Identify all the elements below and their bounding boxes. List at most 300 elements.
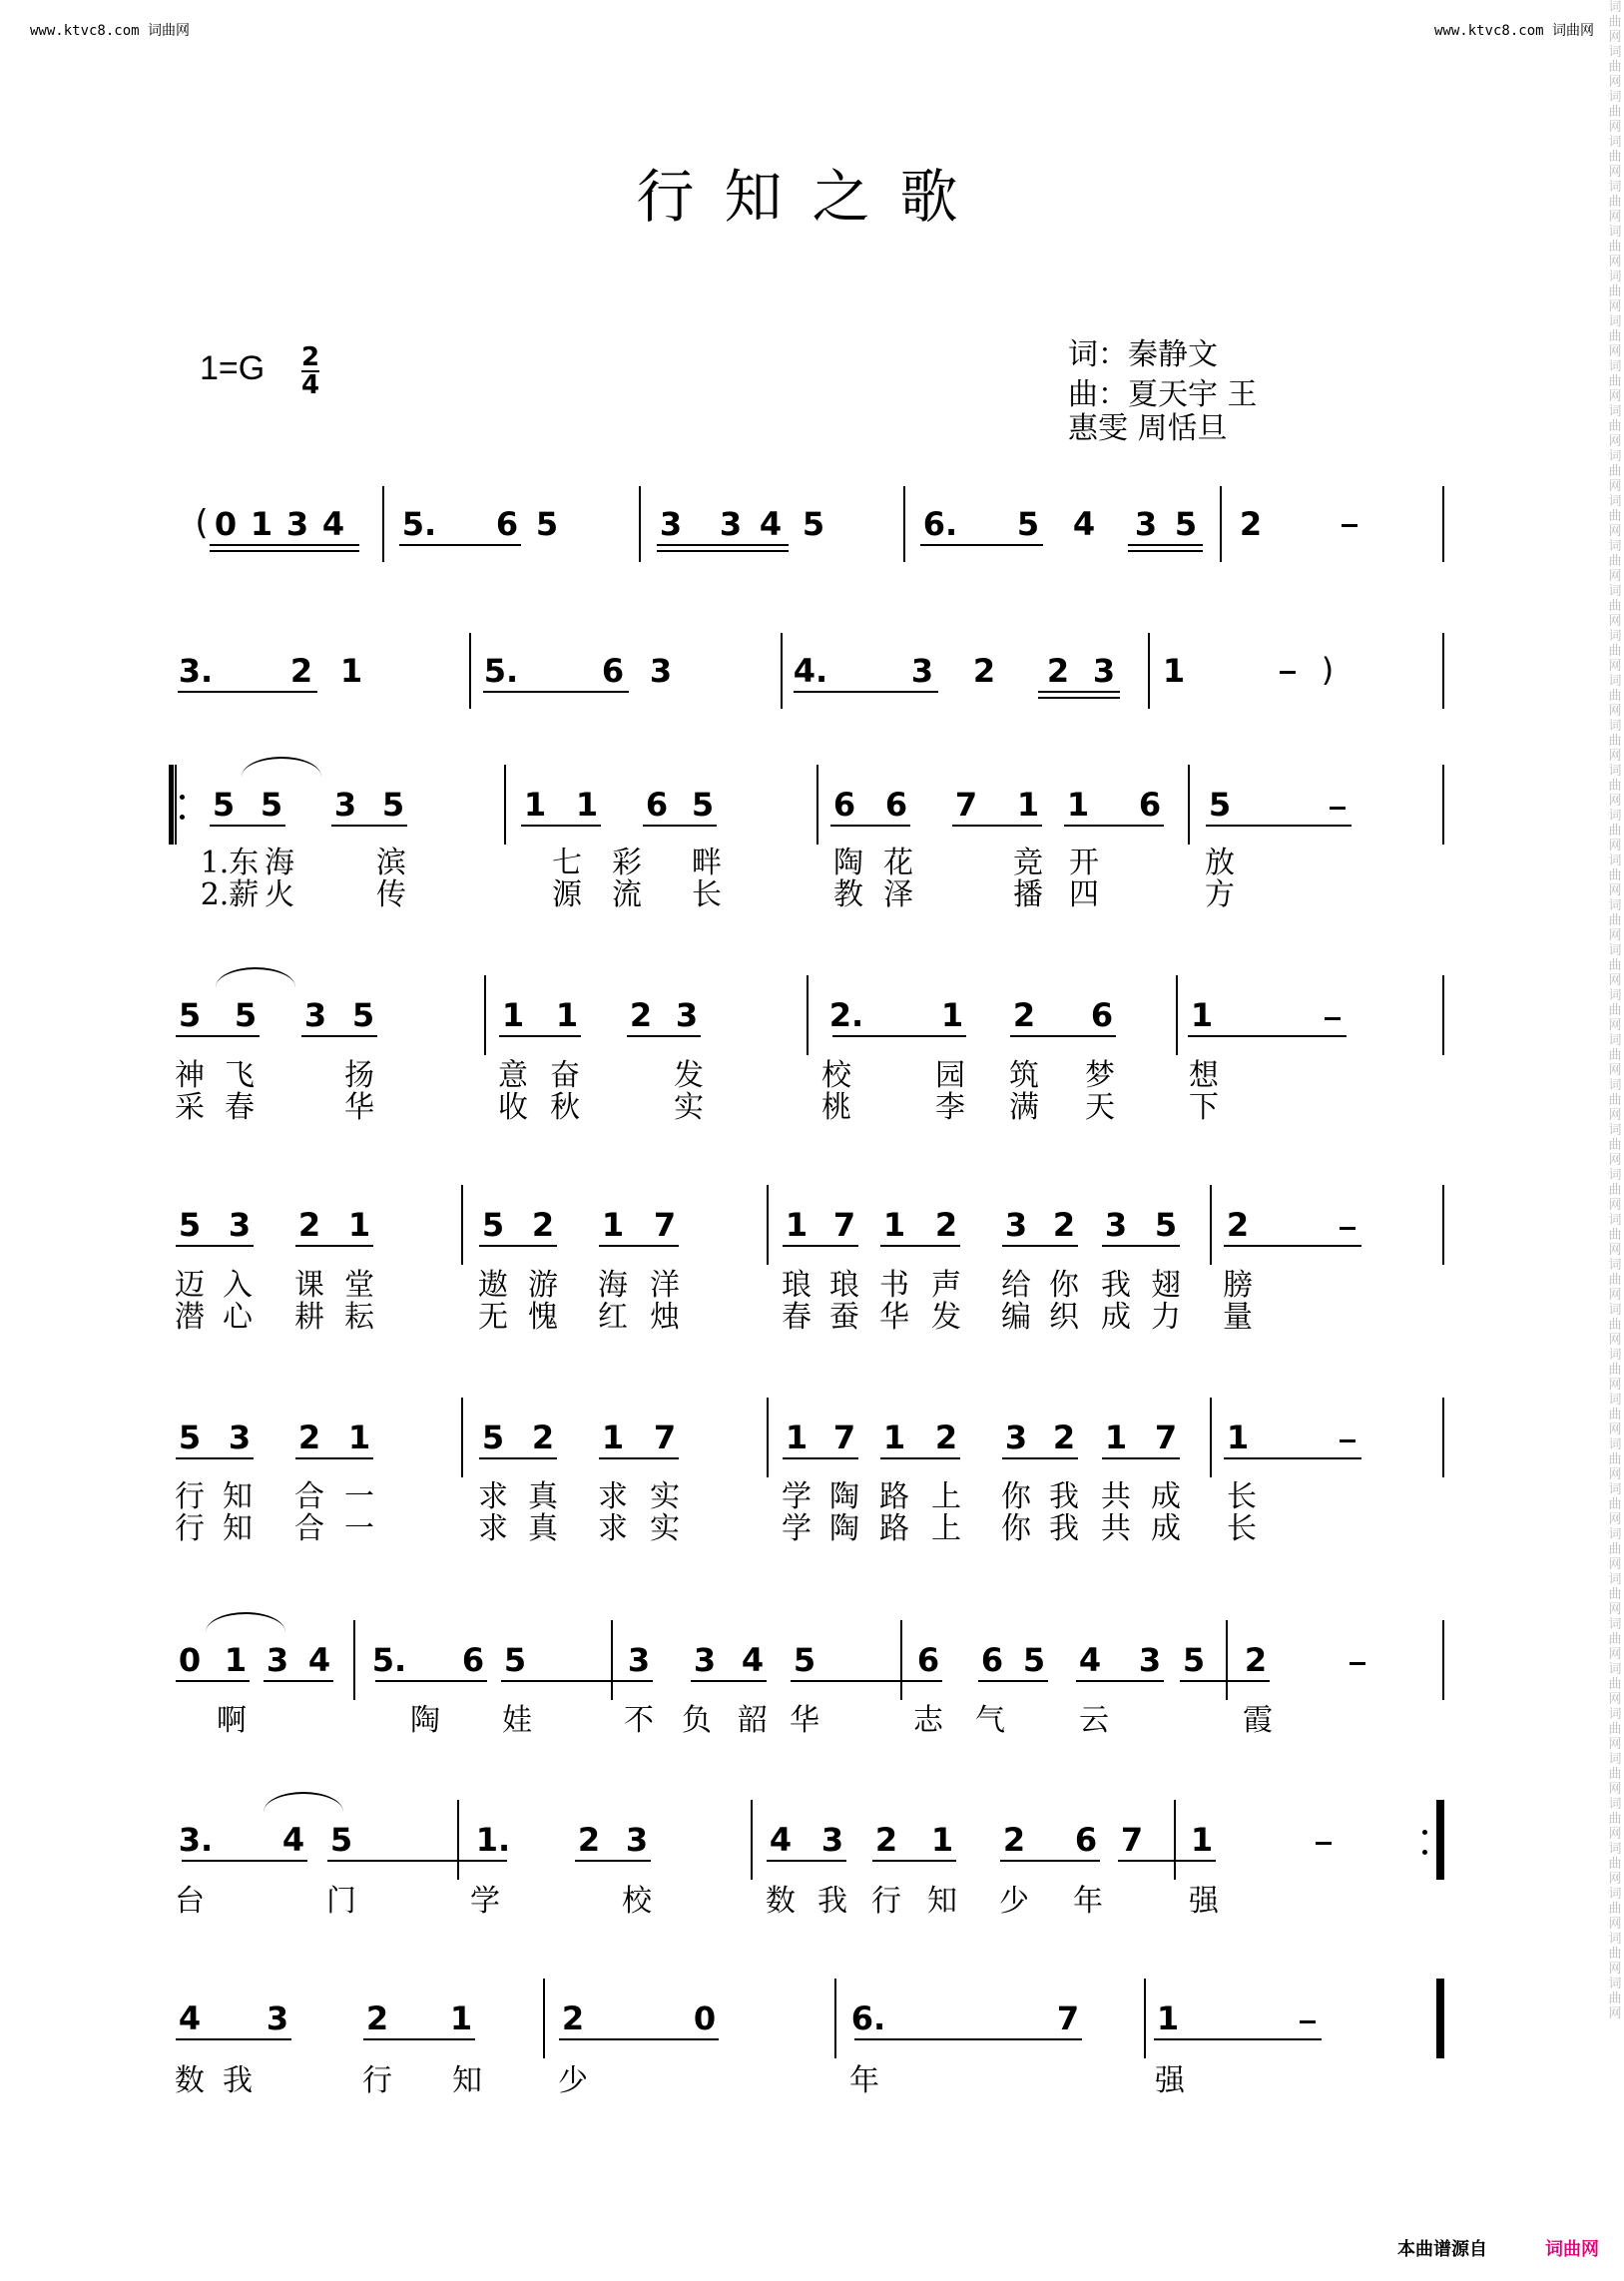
note: 3 [649, 652, 673, 690]
note: 5 [260, 786, 283, 824]
lyric: 想 [1189, 1058, 1219, 1093]
note: 3 [1004, 1419, 1028, 1456]
note: 3 [1092, 652, 1116, 690]
lyric: 泽 [883, 877, 913, 912]
barline [1442, 1979, 1444, 2058]
note: 2 [934, 1206, 958, 1244]
repeat-dot [1422, 1830, 1427, 1835]
note: 1 [785, 1206, 809, 1244]
barline [1442, 633, 1444, 709]
note: 4. [793, 652, 828, 690]
header-left[interactable]: www.ktvc8.com 词曲网 [30, 23, 191, 39]
note: 2 [1239, 505, 1263, 543]
lyric: 源 [552, 877, 582, 912]
underline [1076, 1680, 1164, 1682]
note: 1 [1016, 786, 1040, 824]
lyric: 无 [478, 1300, 508, 1335]
lyric: 园 [935, 1058, 965, 1093]
lyric: 开 [1069, 846, 1099, 880]
lyric: 少 [999, 1884, 1029, 1919]
lyric: 华 [344, 1090, 374, 1125]
dash [1316, 1842, 1332, 1845]
underline [499, 1035, 581, 1037]
lyric: 真 [528, 1479, 558, 1514]
note: 1 [555, 996, 579, 1034]
barline-thick [1436, 1979, 1442, 2058]
dash [1325, 1017, 1341, 1020]
underline [854, 2038, 1082, 2040]
dash [1342, 524, 1357, 527]
note: 1 [1190, 1821, 1214, 1859]
lyric: 琅 [782, 1268, 812, 1303]
barline [781, 633, 783, 709]
note: 5. [401, 505, 437, 543]
underline [210, 550, 359, 552]
underline [210, 544, 359, 546]
slur [216, 967, 295, 987]
note: 5. [483, 652, 519, 690]
barline [1188, 765, 1190, 845]
lyric: 真 [528, 1511, 558, 1546]
lyric: 陶 [833, 846, 863, 880]
note: 3 [910, 652, 934, 690]
underline [210, 825, 285, 827]
barline [639, 486, 641, 562]
lyric: 学 [782, 1479, 812, 1514]
note: 4 [1078, 1641, 1102, 1679]
lyric: 实 [650, 1479, 680, 1514]
dash [1280, 671, 1296, 674]
note: 6 [461, 1641, 485, 1679]
dash [1340, 1439, 1355, 1442]
note: 1 [250, 505, 273, 543]
underline [521, 825, 601, 827]
lyric: 发 [931, 1300, 961, 1335]
lyric: 流 [612, 877, 642, 912]
underline [176, 1680, 250, 1682]
note: 4 [281, 1821, 305, 1859]
note: 6 [884, 786, 908, 824]
lyric: 华 [879, 1300, 909, 1335]
lyric: 共 [1101, 1511, 1131, 1546]
dash [1330, 807, 1346, 810]
lyric: 迈 [175, 1268, 205, 1303]
note: 5 [535, 505, 559, 543]
dash [1340, 1227, 1355, 1230]
underline [501, 1680, 653, 1682]
lyric: 天 [1085, 1090, 1115, 1125]
note: 6 [1074, 1821, 1098, 1859]
note: 2 [297, 1206, 321, 1244]
underline [1188, 1035, 1347, 1037]
barline [504, 765, 506, 845]
lyric: 量 [1223, 1300, 1253, 1335]
note: 1 [339, 652, 363, 690]
note: 5 [212, 786, 236, 824]
barline [1176, 975, 1178, 1055]
lyric: 合 [294, 1479, 324, 1514]
watermark: 词曲网词曲网词曲网词曲网词曲网词曲网词曲网词曲网词曲网词曲网词曲网词曲网词曲网词曲网词曲网词曲网词曲网词曲网词曲网词曲网词曲网词曲网词曲网词曲网词曲网词曲网词曲网词曲网词曲网词曲网词曲网词曲网词曲网词曲网词曲网词曲网词曲网词曲网词曲网词曲网词曲网词曲网词曲网词曲网词曲网 [1608, 0, 1622, 2021]
lyric: 长 [1227, 1511, 1257, 1546]
lyric: 一 [344, 1511, 374, 1546]
lyric: 下 [1189, 1090, 1219, 1125]
note: 2 [1012, 996, 1036, 1034]
lyric: 陶 [829, 1511, 859, 1546]
underline [1102, 1245, 1180, 1247]
lyric: 给 [1001, 1268, 1031, 1303]
lyric: 我 [817, 1884, 847, 1919]
note: 7 [653, 1419, 677, 1456]
barline [751, 1800, 753, 1880]
note: 3 [266, 1641, 289, 1679]
lyric: 成 [1151, 1479, 1181, 1514]
note: 3 [1004, 1206, 1028, 1244]
note: 2 [1244, 1641, 1268, 1679]
lyric: 李 [935, 1090, 965, 1125]
note: 2. [828, 996, 864, 1034]
underline [1154, 2038, 1322, 2040]
note: 4 [759, 505, 783, 543]
note: 3 [333, 786, 357, 824]
note: 0 [178, 1641, 202, 1679]
note: 6 [1090, 996, 1114, 1034]
lyric: 长 [1227, 1479, 1257, 1514]
note: 3 [719, 505, 743, 543]
lyric: 彩 [612, 846, 642, 880]
underline [880, 1245, 960, 1247]
underline [483, 691, 629, 693]
note: 2 [1226, 1206, 1250, 1244]
note: 1 [1066, 786, 1090, 824]
underline [978, 1680, 1048, 1682]
underline [783, 1245, 858, 1247]
underline [301, 1035, 377, 1037]
underline [1206, 825, 1352, 827]
underline [178, 691, 317, 693]
underline [1224, 1245, 1361, 1247]
note: 5 [381, 786, 405, 824]
note: 1 [523, 786, 547, 824]
lyric: 传 [376, 877, 406, 912]
barline [1148, 633, 1150, 709]
underline [1000, 1860, 1100, 1862]
lyric: 入 [223, 1268, 253, 1303]
underline [872, 1860, 956, 1862]
composer-2: 惠雯 周恬旦 [1068, 411, 1228, 446]
note: 3 [625, 1821, 649, 1859]
note: 2 [531, 1206, 555, 1244]
barline [543, 1979, 545, 2058]
note: 2 [531, 1419, 555, 1456]
time-bottom: 4 [301, 370, 320, 400]
lyric: 求 [478, 1479, 508, 1514]
underline [176, 2038, 291, 2040]
note: 7 [832, 1206, 856, 1244]
footer-site[interactable]: 词曲网 [1545, 2239, 1599, 2260]
lyric: 行 [871, 1884, 901, 1919]
note: 5 [234, 996, 258, 1034]
lyric: 满 [1009, 1090, 1039, 1125]
note: 4 [307, 1641, 331, 1679]
barline [1210, 1398, 1212, 1477]
barline [903, 486, 905, 562]
header-right[interactable]: www.ktvc8.com 词曲网 [1433, 23, 1594, 39]
underline [176, 1035, 260, 1037]
note: 2 [874, 1821, 898, 1859]
lyric: 扬 [344, 1058, 374, 1093]
underline [327, 1860, 507, 1862]
note: 6 [980, 1641, 1004, 1679]
footer-source: 本曲谱源自 [1397, 2239, 1487, 2260]
note: 3 [627, 1641, 651, 1679]
lyric: 教 [833, 877, 863, 912]
note: 6. [850, 1999, 886, 2037]
underline [1224, 1457, 1361, 1459]
underline [176, 1245, 254, 1247]
lyric: 力 [1151, 1300, 1181, 1335]
lyric: 声 [931, 1268, 961, 1303]
repeat-dot [180, 795, 185, 800]
note: 5 [178, 1419, 202, 1456]
lyric: 我 [1049, 1479, 1079, 1514]
note: 5 [1154, 1206, 1178, 1244]
note: 5 [793, 1641, 816, 1679]
barline [1442, 1185, 1444, 1265]
lyric: 华 [790, 1703, 819, 1738]
lyric: 琅 [829, 1268, 859, 1303]
note: 5 [481, 1419, 505, 1456]
lyric: 韶 [738, 1703, 768, 1738]
barline-thick [1436, 1800, 1442, 1880]
underline [1128, 544, 1203, 546]
underline [1118, 1860, 1216, 1862]
barline [1442, 765, 1444, 845]
note: 5 [178, 1206, 202, 1244]
barline [1210, 1185, 1212, 1265]
note: 6 [916, 1641, 940, 1679]
underline [691, 1680, 767, 1682]
note: 2 [365, 1999, 389, 2037]
lyric: 海 [265, 846, 294, 880]
note: 0 [693, 1999, 717, 2037]
note: 4 [741, 1641, 765, 1679]
lyric: 行 [175, 1511, 205, 1546]
note: 1 [501, 996, 525, 1034]
note: 5 [1182, 1641, 1206, 1679]
lyric: 心 [223, 1300, 253, 1335]
note: 7 [954, 786, 978, 824]
note: 5. [371, 1641, 407, 1679]
note: 1 [1104, 1419, 1128, 1456]
lyric: 少 [558, 2063, 588, 2098]
time-signature [301, 344, 319, 398]
underline [559, 2038, 719, 2040]
lyric: 长 [692, 877, 722, 912]
barline [1442, 1620, 1444, 1700]
lyric: 啊 [217, 1703, 247, 1738]
note: 2 [934, 1419, 958, 1456]
note: 2 [1052, 1206, 1076, 1244]
note: 2 [297, 1419, 321, 1456]
lyric: 霞 [1243, 1703, 1273, 1738]
underline [399, 544, 521, 546]
lyric: 四 [1069, 877, 1099, 912]
barline [353, 1620, 355, 1700]
barline [1220, 486, 1222, 562]
lyric: 成 [1151, 1511, 1181, 1546]
dash [1300, 2020, 1316, 2023]
time-top: 2 [301, 342, 320, 372]
note: 6 [1138, 786, 1162, 824]
lyric: 桃 [821, 1090, 851, 1125]
lyric: 你 [1049, 1268, 1079, 1303]
note: 6 [832, 786, 856, 824]
note: 4 [1072, 505, 1096, 543]
lyric: 台 [175, 1884, 205, 1919]
note: 1 [1156, 1999, 1180, 2037]
note: 4 [178, 1999, 202, 2037]
note: 1 [575, 786, 599, 824]
note: 2 [629, 996, 653, 1034]
underline [1038, 691, 1120, 693]
lyricist: 词：秦静文 [1068, 337, 1218, 372]
note: 1 [940, 996, 964, 1034]
note: 2 [561, 1999, 585, 2037]
note: 5 [802, 505, 825, 543]
underline [295, 1245, 373, 1247]
lyric: 路 [879, 1511, 909, 1546]
lyric: 遨 [478, 1268, 508, 1303]
note: 0 [214, 505, 238, 543]
lyric: 畔 [692, 846, 722, 880]
lyric: 求 [598, 1511, 628, 1546]
barline [1174, 1800, 1176, 1880]
barline [469, 633, 471, 709]
lyric: 共 [1101, 1479, 1131, 1514]
underline [363, 2038, 475, 2040]
note: 1 [1162, 652, 1186, 690]
note: 5 [1022, 1641, 1046, 1679]
lyric: 数 [175, 2063, 205, 2098]
lyric: 潜 [175, 1300, 205, 1335]
note: 4 [321, 505, 345, 543]
lyric: 春 [782, 1300, 812, 1335]
lyric: 行 [175, 1479, 205, 1514]
lyric: 洋 [650, 1268, 680, 1303]
note: 3 [1134, 505, 1158, 543]
lyric: 愧 [528, 1300, 558, 1335]
note: 1 [785, 1419, 809, 1456]
lyric: 膀 [1223, 1268, 1253, 1303]
note: 5 [503, 1641, 527, 1679]
slur [264, 1792, 343, 1812]
note: 2 [1046, 652, 1070, 690]
underline [479, 1457, 557, 1459]
note: 1 [882, 1206, 906, 1244]
underline [599, 1245, 679, 1247]
lyric: 年 [849, 2063, 879, 2098]
note: 1 [882, 1419, 906, 1456]
dash [1350, 1662, 1365, 1665]
lyric: 数 [766, 1884, 796, 1919]
underline [643, 825, 717, 827]
lyric: 竞 [1013, 846, 1043, 880]
barline [900, 1620, 902, 1700]
lyric: 蚕 [829, 1300, 859, 1335]
lyric: 方 [1205, 877, 1235, 912]
lyric: 合 [294, 1511, 324, 1546]
underline [1064, 825, 1164, 827]
note: 3 [1104, 1206, 1128, 1244]
slur [206, 1612, 285, 1632]
barline [461, 1185, 463, 1265]
paren: ( [195, 503, 209, 543]
underline [767, 1860, 846, 1862]
lyric: 云 [1079, 1703, 1109, 1738]
lyric: 求 [478, 1511, 508, 1546]
note: 1. [475, 1821, 511, 1859]
barline [834, 1979, 836, 2058]
note: 5 [481, 1206, 505, 1244]
lyric: 陶 [410, 1703, 440, 1738]
barline [484, 975, 486, 1055]
lyric: 知 [223, 1511, 253, 1546]
lyric: 我 [1101, 1268, 1131, 1303]
note: 3 [693, 1641, 717, 1679]
lyric: 奋 [550, 1058, 580, 1093]
lyric: 求 [598, 1479, 628, 1514]
barline [382, 486, 384, 562]
note: 1 [449, 1999, 473, 2037]
note: 7 [1056, 1999, 1080, 2037]
note: 7 [1120, 1821, 1144, 1859]
lyric: 娃 [502, 1703, 532, 1738]
lyric: 编 [1001, 1300, 1031, 1335]
note: 3 [228, 1206, 252, 1244]
note: 3. [178, 652, 214, 690]
note: 6 [645, 786, 669, 824]
lyric: 陶 [829, 1479, 859, 1514]
lyric: 放 [1205, 846, 1235, 880]
lyric: 红 [598, 1300, 628, 1335]
note: 7 [653, 1206, 677, 1244]
lyric: 2.薪 [200, 877, 260, 912]
barline [807, 975, 809, 1055]
note: 2 [1052, 1419, 1076, 1456]
lyric: 负 [682, 1703, 712, 1738]
underline [479, 1245, 557, 1247]
underline [176, 1457, 254, 1459]
underline [1002, 1245, 1078, 1247]
note: 5 [1174, 505, 1198, 543]
lyric: 我 [1049, 1511, 1079, 1546]
repeat-dot [180, 815, 185, 820]
lyric: 烛 [650, 1300, 680, 1335]
underline [575, 1860, 651, 1862]
underline [1038, 697, 1120, 699]
lyric: 校 [821, 1058, 851, 1093]
lyric: 学 [782, 1511, 812, 1546]
lyric: 志 [913, 1703, 943, 1738]
underline [1002, 1457, 1078, 1459]
page-title: 行知之歌 [636, 163, 988, 231]
note: 1 [601, 1206, 625, 1244]
lyric: 强 [1189, 1884, 1219, 1919]
note: 5 [1208, 786, 1232, 824]
barline [1144, 1979, 1146, 2058]
note: 3 [266, 1999, 289, 2037]
note: 2 [1002, 1821, 1026, 1859]
